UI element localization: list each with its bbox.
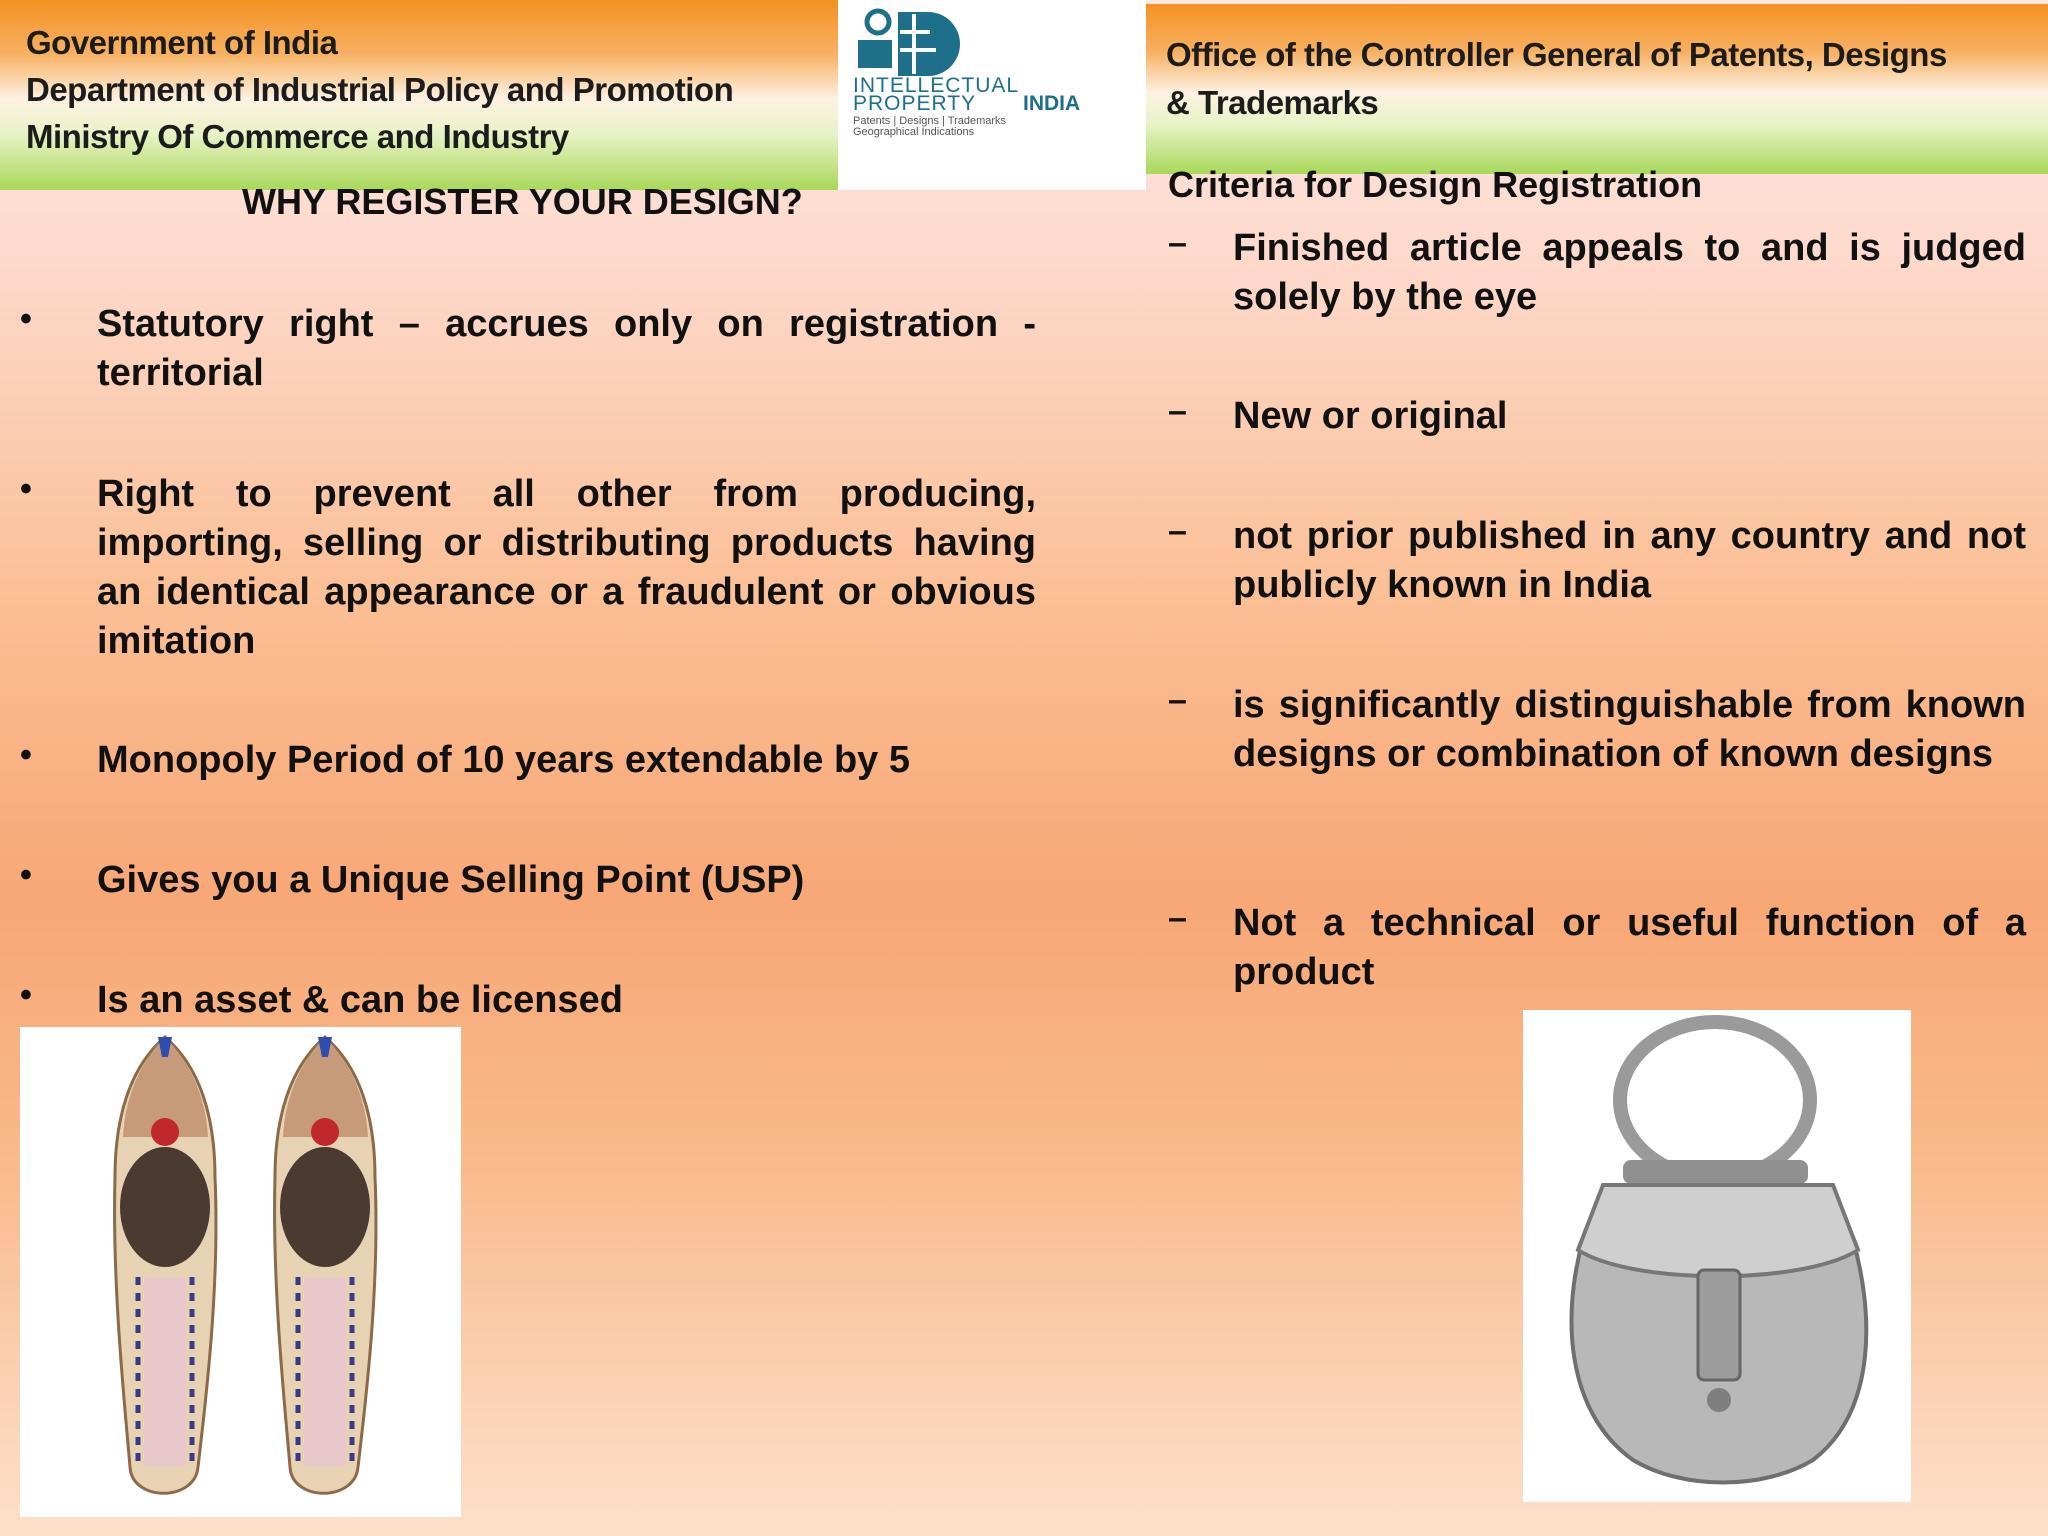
left-jutti-shape [115, 1037, 216, 1493]
dash-text: Finished article appeals to and is judged solely by the eye [1233, 227, 2026, 318]
juttis-illustration [20, 1027, 461, 1517]
bullet-mark: • [20, 470, 32, 508]
dash-text: Not a technical or useful function of a product [1233, 902, 2026, 993]
header-govt-text: Government of India [26, 24, 338, 61]
purse-illustration [1523, 1010, 1911, 1502]
header-dipp-text: Department of Industrial Policy and Promotion [26, 71, 734, 108]
logo-line4: Geographical Indications [853, 126, 975, 138]
bullet-text: Is an asset & can be licensed [97, 979, 623, 1021]
bullet-text: Right to prevent all other from producing, importing, selling or distributing products having an identical appearance or a fraudulent or obvious imitation [97, 473, 1036, 662]
ip-india-logo [838, 0, 1146, 190]
left-section-heading: WHY REGISTER YOUR DESIGN? [242, 181, 803, 222]
bullet-text: Monopoly Period of 10 years extendable by 5 [97, 739, 911, 781]
dash-mark: – [1168, 224, 1187, 262]
dash-text: New or original [1233, 395, 1508, 437]
header-banner-right [1146, 4, 2048, 174]
bullet-mark: • [20, 736, 32, 774]
logo-line2a: PROPERTY [853, 92, 977, 115]
right-section-heading: Criteria for Design Registration [1168, 164, 1703, 205]
bullet-text: Statutory right – accrues only on registration - territorial [97, 303, 1036, 394]
header-office-text: Office of the Controller General of Patents, Designs [1166, 36, 1947, 73]
juttis-image [20, 1027, 461, 1517]
ip-india-emblem-icon [838, 0, 1146, 190]
dash-mark: – [1168, 392, 1187, 430]
bullet-mark: • [20, 976, 32, 1014]
header-ministry-text: Ministry Of Commerce and Industry [26, 118, 569, 155]
header-banner-left [0, 0, 838, 190]
logo-line3: Patents | Designs | Trademarks [853, 115, 1007, 127]
bullet-text: Gives you a Unique Selling Point (USP) [97, 859, 805, 901]
dash-mark: – [1168, 899, 1187, 937]
dash-text: not prior published in any country and not publicly known in India [1233, 515, 2026, 606]
logo-line1: INTELLECTUAL [853, 74, 1020, 97]
right-jutti-shape [275, 1037, 376, 1493]
dash-mark: – [1168, 512, 1187, 550]
header-trademarks-text: & Trademarks [1166, 84, 1379, 121]
bullet-mark: • [20, 300, 32, 338]
bullet-mark: • [20, 856, 32, 894]
dash-text: is significantly distinguishable from known designs or combination of known designs [1233, 684, 2026, 775]
silver-purse-image [1523, 1010, 1911, 1502]
dash-mark: – [1168, 681, 1187, 719]
logo-line2b: INDIA [1023, 92, 1081, 115]
